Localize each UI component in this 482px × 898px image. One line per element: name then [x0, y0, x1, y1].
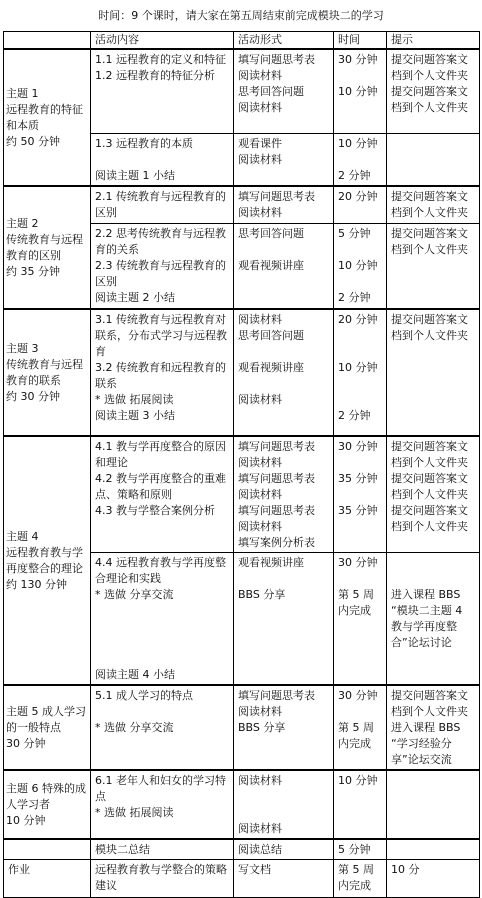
cell-line [238, 805, 329, 821]
homework-row [4, 859, 480, 897]
activity-time [334, 685, 387, 770]
cell-line: 第 5 周内完成 [338, 720, 374, 750]
activity-time [334, 436, 387, 553]
cell-line: 30 分钟 [338, 555, 378, 569]
activity-time [334, 224, 387, 309]
cell-line [338, 274, 382, 290]
activity-hint [387, 49, 480, 133]
cell-line: 30 分钟 [6, 736, 46, 750]
cell-line: 阅读材料 [238, 773, 282, 787]
cell-line: 阅读总结 [238, 842, 282, 856]
activity-hint [387, 436, 480, 553]
cell-line [95, 603, 229, 619]
cell-line: 30 分钟 [338, 53, 378, 66]
cell-line: 2 分钟 [338, 291, 371, 304]
activity-form [234, 133, 334, 186]
cell-line: 主题 2 [6, 216, 39, 230]
cell-line [391, 842, 475, 858]
activity-time [334, 133, 387, 186]
cell-line: 远程教育教与学再度整合的理论 [6, 545, 83, 575]
topic-label [4, 436, 91, 685]
cell-line: 10 分钟 [338, 360, 378, 374]
cell-line [338, 392, 382, 408]
cell-line [238, 242, 329, 258]
cell-line: 20 分钟 [338, 189, 378, 203]
activity-content [91, 436, 234, 553]
activity-content [91, 224, 234, 309]
cell-line: 阅读材料 [238, 487, 282, 501]
cell-line: 传统教育与远程教育的区别 [6, 232, 83, 262]
cell-line: 阅读主题 3 小结 [95, 408, 175, 422]
header-time: 时间 [334, 32, 387, 50]
activity-form [234, 224, 334, 309]
cell-line: 约 130 分钟 [6, 577, 67, 591]
cell-line: 进入课程 BBS “学习经验分享”论坛交流 [391, 720, 461, 766]
cell-line: 阅读主题 2 小结 [95, 291, 175, 304]
cell-line [95, 651, 229, 667]
cell-line: 阅读材料 [238, 152, 282, 166]
cell-line: 5 分钟 [338, 842, 371, 856]
cell-line: 5.1 成人学习的特点 [95, 688, 193, 702]
cell-line: 观看视频讲座 [238, 555, 304, 569]
header-form: 活动形式 [234, 32, 334, 50]
cell-line: 思考回答问题 [238, 328, 304, 342]
cell-line: * 选做 分享交流 [95, 587, 174, 601]
cell-line: * 选做 分享交流 [95, 720, 174, 734]
cell-line: 阅读材料 [238, 821, 282, 835]
cell-line [238, 571, 329, 587]
cell-line [95, 635, 229, 651]
activity-form [234, 552, 334, 685]
summary-content [91, 839, 234, 860]
cell-line: 2.1 传统教育与远程教育的区别 [95, 189, 226, 219]
activity-content [91, 770, 234, 839]
activity-content [91, 685, 234, 770]
page-caption: 时间：9 个课时，请大家在第五周结束前完成模块二的学习 [98, 9, 384, 22]
cell-line: 模块二总结 [95, 842, 150, 856]
table-row [4, 186, 480, 224]
table-row [4, 49, 480, 133]
cell-line: 阅读材料 [238, 205, 282, 219]
cell-line: 4.2 教与学再度整合的重难点、策略和原则 [95, 471, 226, 501]
activity-hint [387, 186, 480, 224]
cell-line: 1.2 远程教育的特征分析 [95, 69, 215, 82]
schedule-body [4, 49, 480, 897]
cell-line: BBS 分享 [238, 587, 286, 601]
activity-hint [387, 685, 480, 770]
cell-line [391, 571, 475, 587]
cell-line: 作业 [8, 862, 30, 876]
activity-content [91, 49, 234, 133]
activity-content [91, 186, 234, 224]
activity-form [234, 186, 334, 224]
header-hint: 提示 [387, 32, 480, 50]
cell-line [338, 242, 382, 258]
cell-line: 2 分钟 [338, 408, 371, 422]
homework-label [4, 859, 91, 897]
cell-line: 10 分钟 [338, 773, 378, 787]
cell-line [338, 455, 382, 471]
topic-label [4, 685, 91, 770]
cell-line: 传统教育与远程教育的联系 [6, 357, 83, 387]
summary-form [234, 839, 334, 860]
homework-hint [387, 859, 480, 897]
topic-label [4, 49, 91, 186]
cell-line: 1.3 远程教育的本质 [95, 136, 193, 150]
cell-line: 2 分钟 [338, 168, 371, 182]
activity-hint [387, 309, 480, 436]
cell-line: 阅读材料 [238, 519, 282, 533]
cell-line [338, 328, 382, 344]
cell-line: 35 分钟 [338, 471, 378, 485]
cell-line: 35 分钟 [338, 503, 378, 517]
cell-line [238, 789, 329, 805]
cell-line: 阅读材料 [238, 69, 282, 82]
activity-hint [387, 224, 480, 309]
activity-time [334, 186, 387, 224]
cell-line [391, 773, 475, 789]
activity-time [334, 552, 387, 685]
homework-time [334, 859, 387, 897]
cell-line [338, 704, 382, 720]
cell-line: 阅读材料 [238, 312, 282, 326]
summary-blank [4, 839, 91, 860]
activity-content [91, 552, 234, 685]
cell-line: 10 分钟 [338, 136, 378, 150]
cell-line [238, 376, 329, 392]
cell-line: 约 50 分钟 [6, 134, 60, 148]
cell-line: 10 分钟 [338, 259, 378, 272]
cell-line [391, 555, 475, 571]
cell-line: 3.2 传统教育和远程教育的联系 [95, 360, 226, 390]
cell-line: 6.1 老年人和妇女的学习特点 [95, 773, 226, 803]
cell-line: 填写问题思考表 [238, 503, 315, 517]
summary-time [334, 839, 387, 860]
table-row [4, 685, 480, 770]
cell-line: * 选做 拓展阅读 [95, 805, 174, 819]
cell-line: 第 5 周内完成 [338, 862, 374, 892]
cell-line: 2.3 传统教育与远程教育的区别 [95, 259, 226, 288]
topic-label [4, 770, 91, 839]
activity-content [91, 309, 234, 436]
cell-line: 进入课程 BBS “模块二主题 4 教与学再度整合”论坛讨论 [391, 587, 463, 649]
cell-line: 主题 1 [6, 86, 39, 100]
cell-line [338, 68, 382, 84]
activity-hint [387, 133, 480, 186]
cell-line: 主题 5 成人学习的一般特点 [6, 704, 86, 734]
activity-time [334, 309, 387, 436]
cell-line: 30 分钟 [338, 688, 378, 702]
cell-line: 远程教育的特征和本质 [6, 102, 83, 132]
cell-line: 提交问题答案文档到个人文件夹 [391, 503, 468, 533]
cell-line: 10 分钟 [338, 85, 378, 98]
cell-line: 主题 4 [6, 529, 39, 543]
cell-line [95, 152, 229, 168]
cell-line: * 选做 拓展阅读 [95, 392, 174, 406]
activity-time [334, 770, 387, 839]
cell-line: 填写问题思考表 [238, 688, 315, 702]
activity-hint [387, 552, 480, 685]
cell-line: 20 分钟 [338, 312, 378, 326]
header-content: 活动内容 [91, 32, 234, 50]
cell-line: 提交问题答案文档到个人文件夹 [391, 227, 468, 256]
cell-line: 思考回答问题 [238, 85, 304, 98]
cell-line: 第 5 周内完成 [338, 587, 374, 617]
topic-label [4, 186, 91, 309]
cell-line: 写文档 [238, 862, 271, 876]
table-row [4, 436, 480, 553]
cell-line [338, 344, 382, 360]
activity-form [234, 770, 334, 839]
cell-line: 填写问题思考表 [238, 471, 315, 485]
cell-line [338, 571, 382, 587]
summary-hint [387, 839, 480, 860]
homework-form [234, 859, 334, 897]
table-row [4, 770, 480, 839]
cell-line: 观看视频讲座 [238, 360, 304, 374]
activity-form [234, 436, 334, 553]
cell-line: 10 分钟 [6, 813, 46, 827]
cell-line: 1.1 远程教育的定义和特征 [95, 53, 226, 66]
cell-line: 提交问题答案文档到个人文件夹 [391, 439, 468, 469]
table-row [4, 309, 480, 436]
cell-line: 主题 6 特殊的成人学习者 [6, 781, 86, 811]
cell-line [338, 376, 382, 392]
cell-line: 3.1 传统教育与远程教育对联系，分布式学习与远程教育 [95, 312, 227, 358]
cell-line: 填写问题思考表 [238, 439, 315, 453]
cell-line: 主题 3 [6, 341, 39, 355]
cell-line: 提交问题答案文档到个人文件夹 [391, 471, 468, 501]
cell-line: 阅读主题 4 小结 [95, 667, 175, 681]
cell-line: 约 35 分钟 [6, 264, 60, 278]
activity-form [234, 309, 334, 436]
cell-line: 阅读材料 [238, 392, 282, 406]
cell-line: 阅读材料 [238, 704, 282, 718]
cell-line: 2.2 思考传统教育与远程教育的关系 [95, 227, 226, 256]
header-topic [4, 32, 91, 50]
cell-line: 提交问题答案文档到个人文件夹 [391, 688, 468, 718]
cell-line: 思考回答问题 [238, 227, 304, 240]
activity-hint [387, 770, 480, 839]
topic-label [4, 309, 91, 436]
cell-line: 阅读主题 1 小结 [95, 168, 175, 182]
cell-line: 填写问题思考表 [238, 53, 315, 66]
summary-row [4, 839, 480, 860]
cell-line [338, 487, 382, 503]
header-row [4, 32, 480, 50]
cell-line: 约 30 分钟 [6, 389, 60, 403]
activity-form [234, 685, 334, 770]
schedule-table [3, 31, 480, 898]
cell-line: 提交问题答案文档到个人文件夹 [391, 85, 468, 114]
cell-line: 4.4 远程教育教与学再度整合理论和实践 [95, 555, 226, 585]
cell-line: 30 分钟 [338, 439, 378, 453]
activity-time [334, 49, 387, 133]
cell-line: 10 分 [391, 862, 420, 876]
cell-line: 填写问题思考表 [238, 189, 315, 203]
cell-line: 阅读材料 [238, 101, 282, 114]
cell-line: 远程教育教与学整合的策略建议 [95, 862, 227, 892]
cell-line: 观看视频讲座 [238, 259, 304, 272]
cell-line: 5 分钟 [338, 227, 371, 240]
cell-line: 提交问题答案文档到个人文件夹 [391, 53, 468, 82]
activity-form [234, 49, 334, 133]
homework-content [91, 859, 234, 897]
cell-line: 4.3 教与学整合案例分析 [95, 503, 215, 517]
cell-line: 填写案例分析表 [238, 535, 315, 549]
cell-line: BBS 分享 [238, 720, 286, 734]
cell-line: 提交问题答案文档到个人文件夹 [391, 312, 468, 342]
cell-line [238, 344, 329, 360]
cell-line: 4.1 教与学再度整合的原因和理论 [95, 439, 226, 469]
cell-line: 阅读材料 [238, 455, 282, 469]
cell-line: 提交问题答案文档到个人文件夹 [391, 189, 468, 219]
cell-line [391, 136, 475, 152]
cell-line [95, 619, 229, 635]
cell-line: 观看课件 [238, 136, 282, 150]
cell-line [338, 152, 382, 168]
cell-line [95, 704, 229, 720]
activity-content [91, 133, 234, 186]
